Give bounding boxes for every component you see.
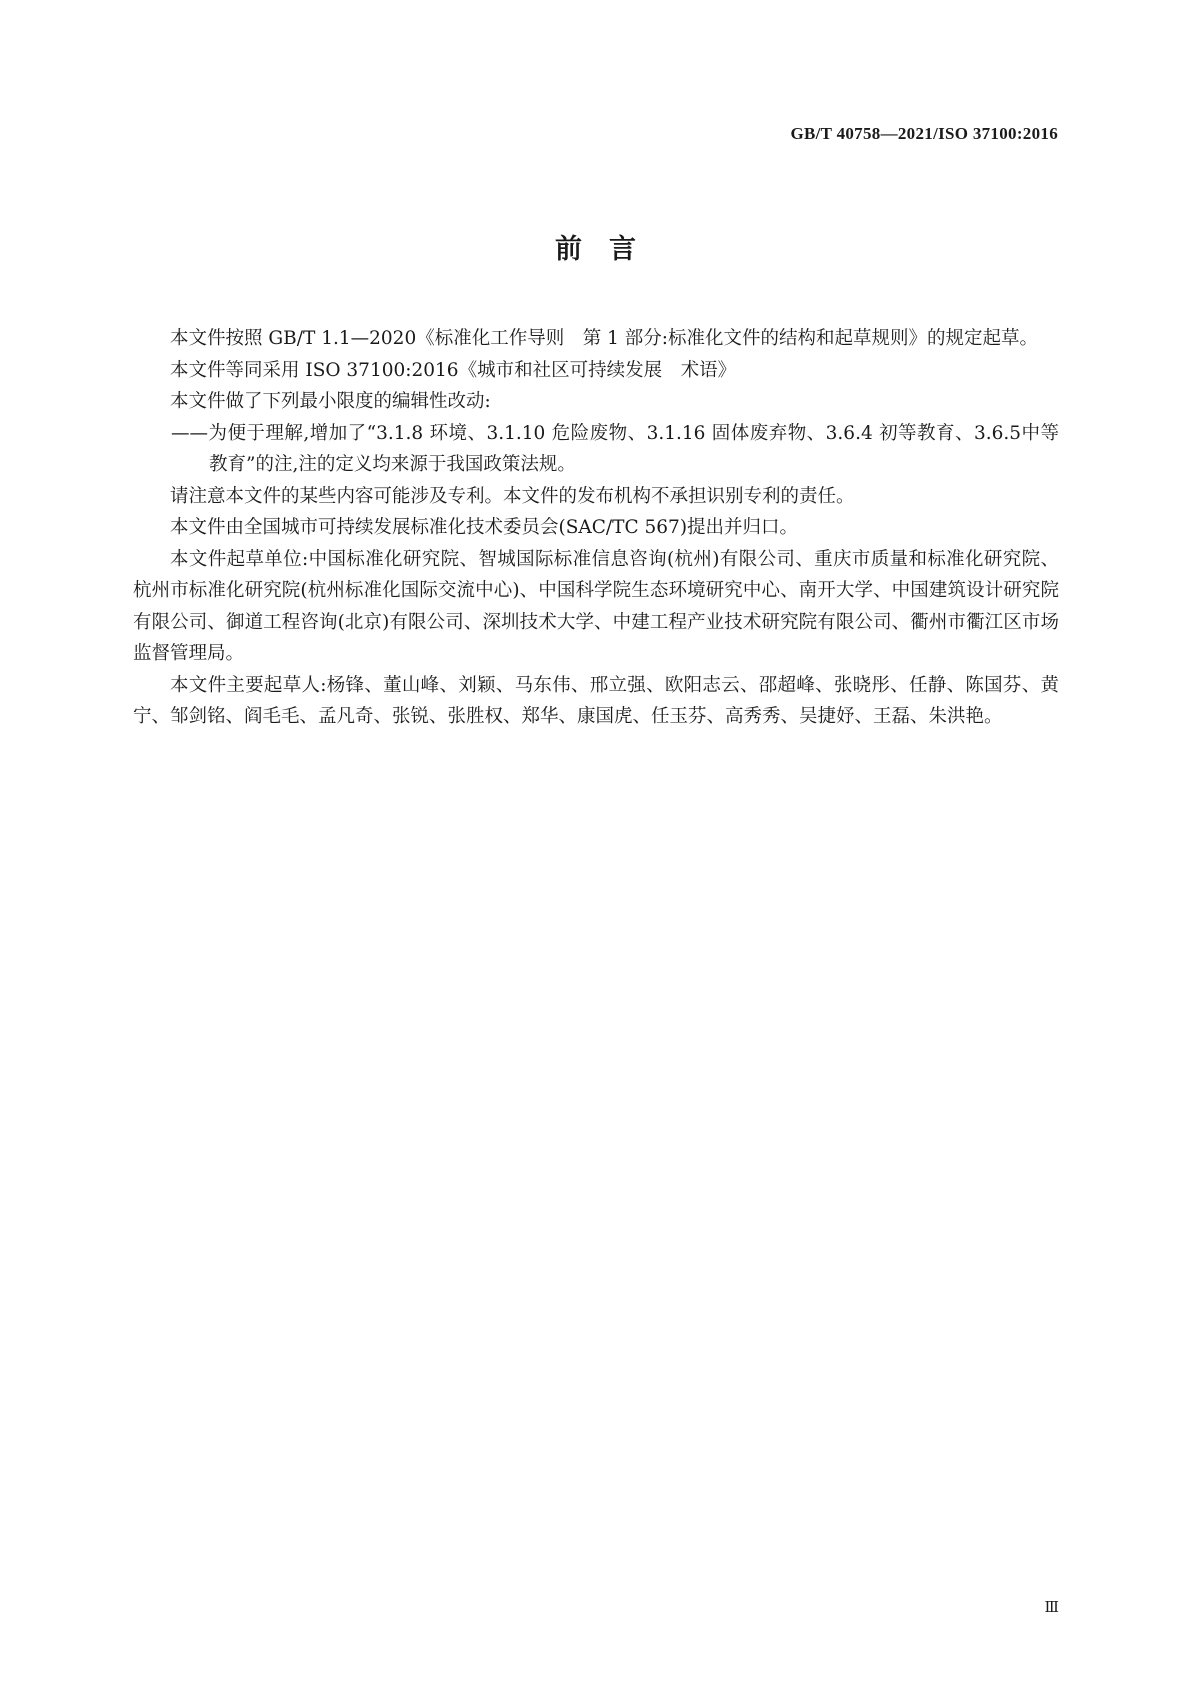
paragraph-drafters: 本文件主要起草人:杨锋、董山峰、刘颖、马东伟、邢立强、欧阳志云、邵超峰、张晓彤、任静、陈国芬、黄宁、邹剑铭、阎毛毛、孟凡奇、张锐、张胜权、郑华、康国虎、任玉芬、高秀秀、吴捷妤、王磊、朱洪艳。: [133, 674, 1059, 727]
paragraph-patent-notice: 请注意本文件的某些内容可能涉及专利。本文件的发布机构不承担识别专利的责任。: [170, 485, 855, 507]
standard-number-header: GB/T 40758—2021/ISO 37100:2016: [790, 124, 1058, 143]
paragraph-drafting-basis: 本文件按照 GB/T 1.1—2020《标准化工作导则 第 1 部分:标准化文件的结构和起草规则》的规定起草。: [170, 328, 1038, 349]
paragraph-drafting-organizations: 本文件起草单位:中国标准化研究院、智城国际标准信息咨询(杭州)有限公司、重庆市质量和标准化研究院、杭州市标准化研究院(杭州标准化国际交流中心)、中国科学院生态环境研究中心、南开大学、中国建筑设计研究院有限公司、御道工程咨询(北京)有限公司、深圳技术大学、中建工程产业技术研究院有限公司、衢州市衢江区市场监督管理局。: [133, 548, 1059, 664]
page-number: Ⅲ: [1044, 1600, 1059, 1616]
paragraph-committee: 本文件由全国城市可持续发展标准化技术委员会(SAC/TC 567)提出并归口。: [170, 517, 799, 538]
list-item-editorial-change: ——为便于理解,增加了“3.1.8 环境、3.1.10 危险废物、3.1.16 固体废弃物、3.6.4 初等教育、3.6.5中等教育”的注,注的定义均来源于我国政策法规。: [171, 422, 1059, 475]
paragraph-editorial-changes: 本文件做了下列最小限度的编辑性改动:: [170, 391, 491, 412]
document-body: [133, 323, 1059, 733]
paragraph-iso-adoption: 本文件等同采用 ISO 37100:2016《城市和社区可持续发展 术语》: [170, 359, 737, 381]
page-title: 前 言: [555, 234, 636, 265]
